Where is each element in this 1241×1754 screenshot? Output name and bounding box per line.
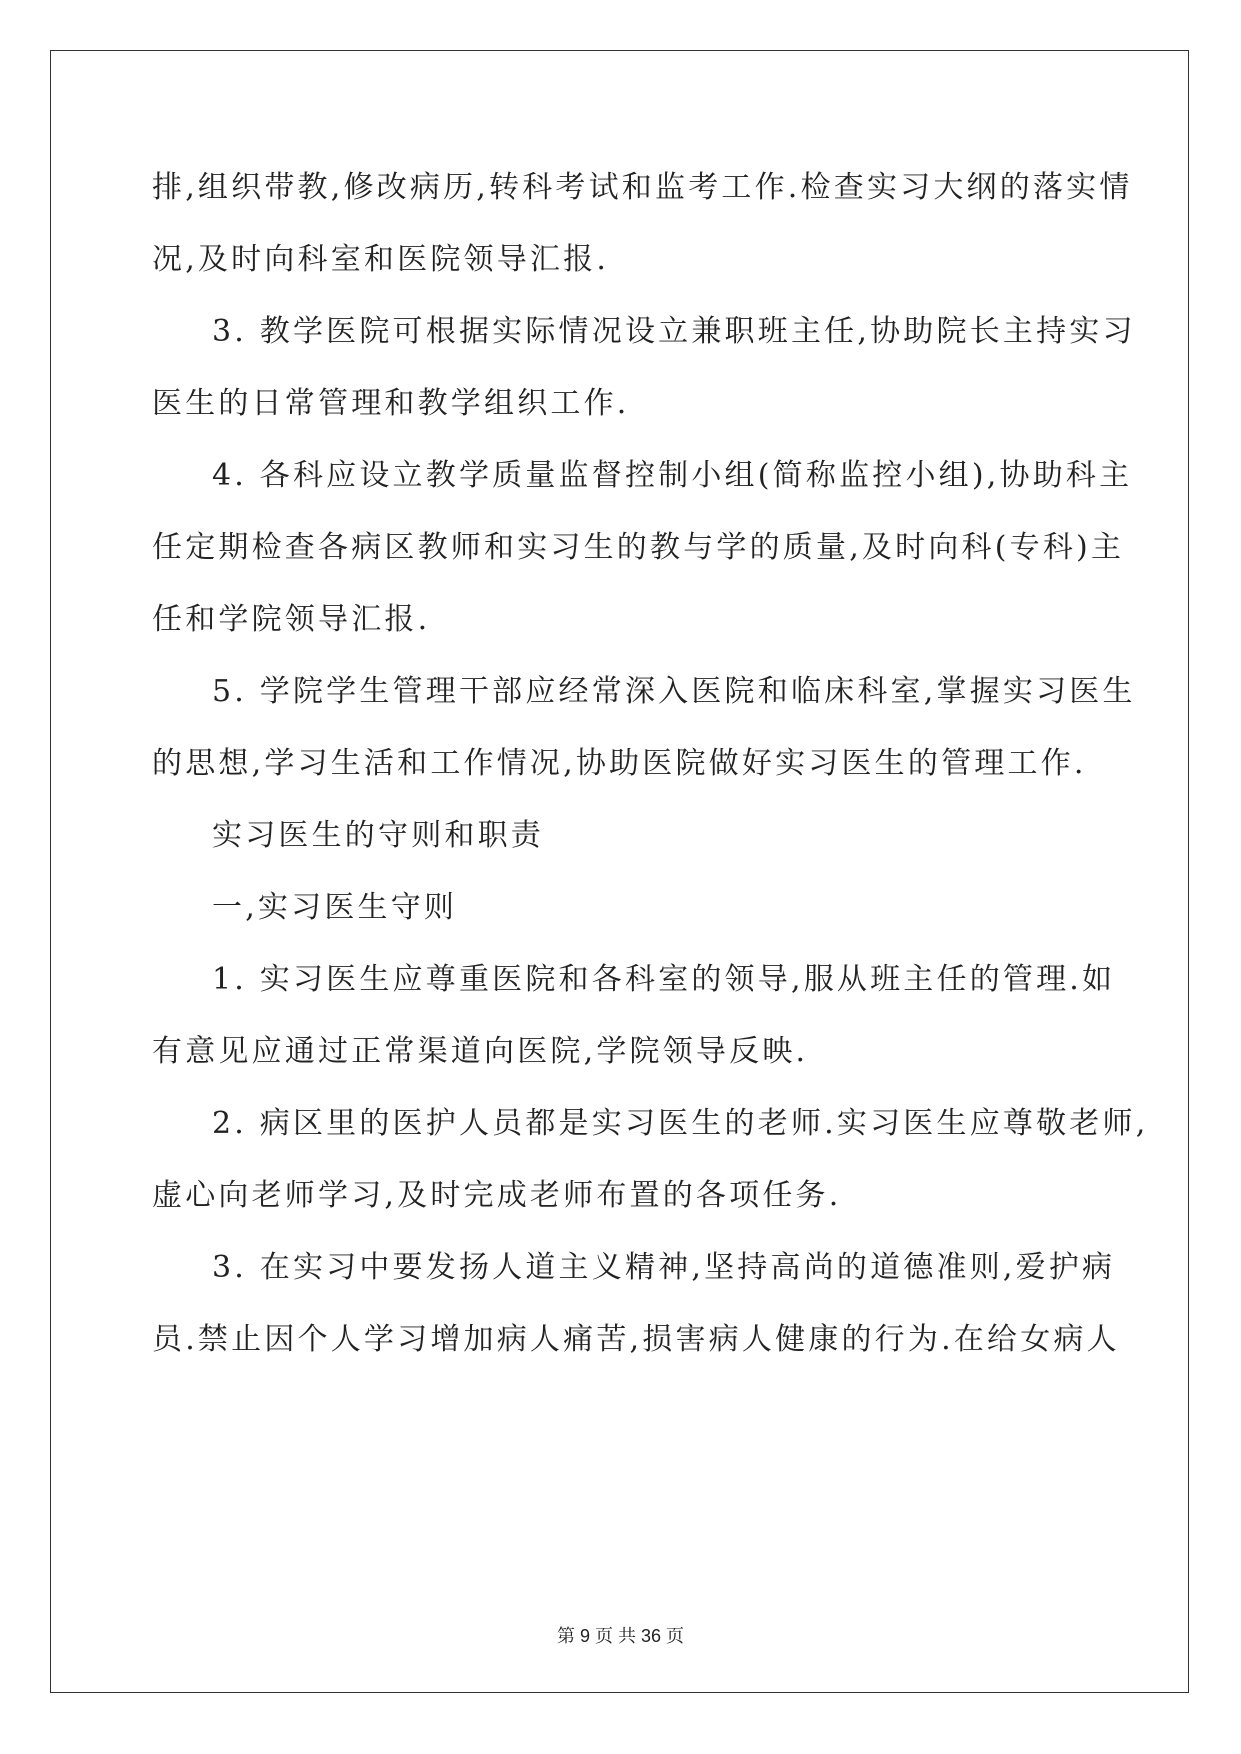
- text-line: 的思想,学习生活和工作情况,协助医院做好实习医生的管理工作.: [152, 746, 1087, 781]
- section-heading: 实习医生的守则和职责: [212, 818, 544, 853]
- text-line: 虚心向老师学习,及时完成老师布置的各项任务.: [152, 1178, 842, 1213]
- text-line: 有意见应通过正常渠道向医院,学院领导反映.: [152, 1034, 809, 1069]
- text-line: 医生的日常管理和教学组织工作.: [152, 386, 630, 421]
- subsection-heading: 一,实习医生守则: [212, 890, 458, 925]
- text-line: 5. 学院学生管理干部应经常深入医院和临床科室,掌握实习医生: [212, 674, 1136, 709]
- text-line: 3. 教学医院可根据实际情况设立兼职班主任,协助院长主持实习: [212, 314, 1136, 349]
- text-line: 况,及时向科室和医院领导汇报.: [152, 242, 610, 277]
- text-line: 任定期检查各病区教师和实习生的教与学的质量,及时向科(专科)主: [152, 530, 1125, 565]
- text-line: 2. 病区里的医护人员都是实习医生的老师.实习医生应尊敬老师,: [212, 1106, 1149, 1141]
- page-border: [50, 50, 1189, 1693]
- text-line: 任和学院领导汇报.: [152, 602, 431, 637]
- text-line: 1. 实习医生应尊重医院和各科室的领导,服从班主任的管理.如: [212, 962, 1116, 997]
- text-line: 排,组织带教,修改病历,转科考试和监考工作.检查实习大纲的落实情: [152, 170, 1133, 205]
- text-line: 3. 在实习中要发扬人道主义精神,坚持高尚的道德准则,爱护病: [212, 1250, 1116, 1285]
- text-line: 员.禁止因个人学习增加病人痛苦,损害病人健康的行为.在给女病人: [152, 1322, 1120, 1357]
- text-line: 4. 各科应设立教学质量监督控制小组(简称监控小组),协助科主: [212, 458, 1133, 493]
- page-number-footer: 第 9 页 共 36 页: [556, 1626, 685, 1646]
